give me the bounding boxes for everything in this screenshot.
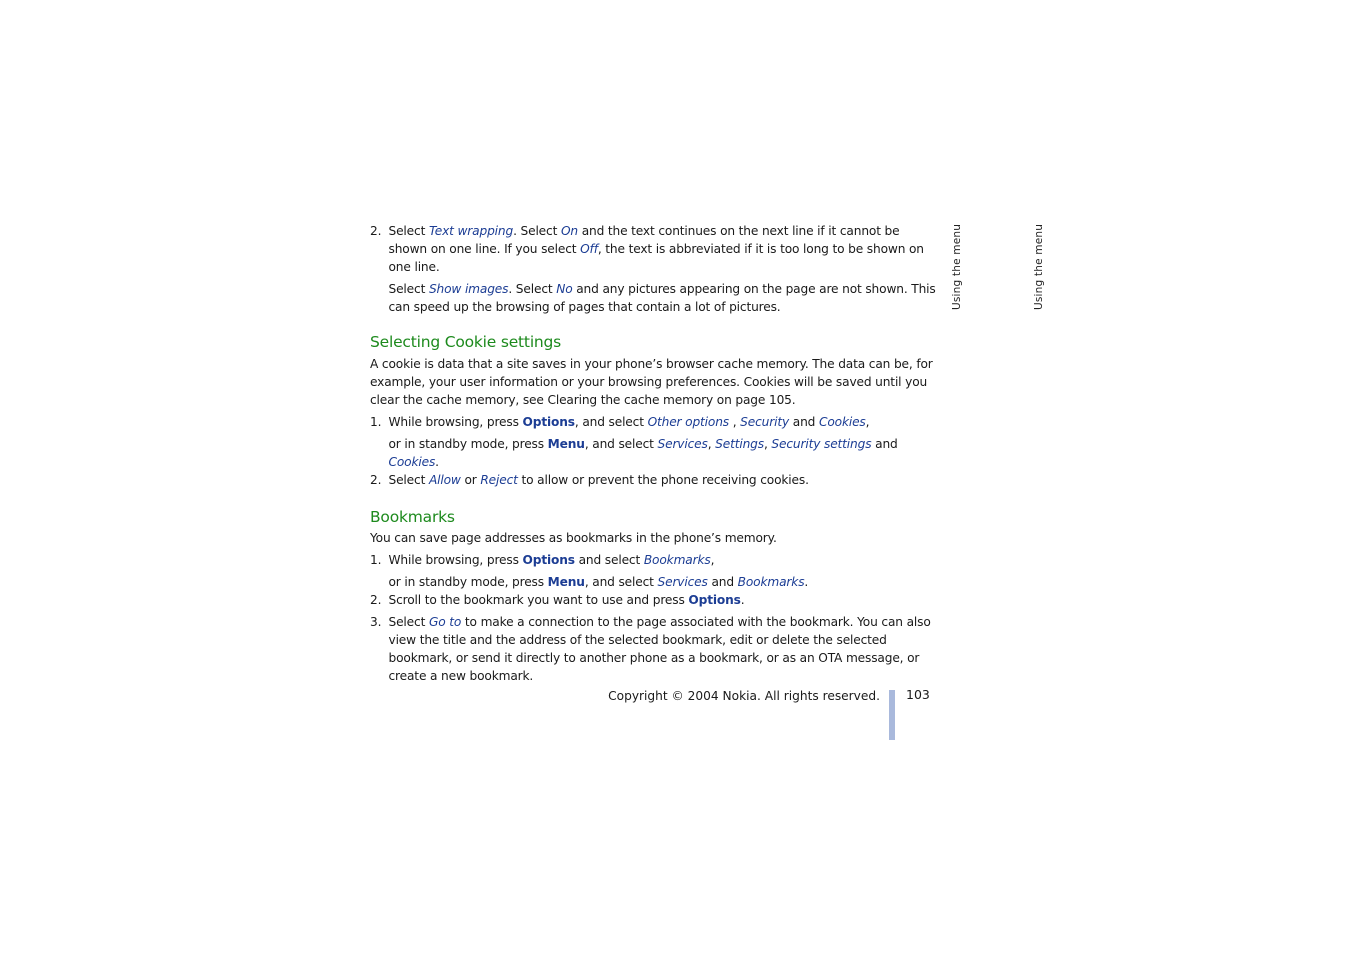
item-text: Select Allow or Reject to allow or prevent the phone receiving cookies. bbox=[388, 473, 809, 487]
option-text-wrapping: Text wrapping bbox=[428, 224, 514, 238]
option-cookies: Cookies bbox=[388, 455, 436, 469]
page-content bbox=[370, 222, 938, 689]
item-number: 3. bbox=[370, 615, 382, 629]
item-number: 1. bbox=[370, 553, 382, 567]
list-item-bookmarks-3 bbox=[370, 613, 938, 685]
list-item-cookie-2 bbox=[370, 471, 938, 489]
side-label-using-the-menu: Using the menu bbox=[951, 223, 963, 310]
option-reject: Reject bbox=[480, 473, 518, 487]
item-number: 2. bbox=[370, 593, 382, 607]
item-number: 2. bbox=[370, 473, 382, 487]
key-menu: Menu bbox=[547, 575, 585, 589]
list-item-text-wrapping bbox=[370, 222, 938, 276]
option-security: Security bbox=[740, 415, 790, 429]
option-cookies: Cookies bbox=[818, 415, 866, 429]
option-bookmarks: Bookmarks bbox=[643, 553, 711, 567]
option-security-settings: Security settings bbox=[771, 437, 872, 451]
side-label-using-the-menu: Using the menu bbox=[1033, 223, 1045, 310]
page-marker-bar bbox=[889, 690, 895, 740]
item-text: While browsing, press Options, and select Other options , Security and Cookies, bbox=[388, 415, 870, 429]
cookie-intro: A cookie is data that a site saves in your phone’s browser cache memory. The data can be, for example, your user information or your browsing preferences. Cookies will be saved until you clear the cache memory, see Clearing the cache memory on page 105. bbox=[370, 357, 933, 407]
list-item-bookmarks-1 bbox=[370, 551, 938, 569]
item-continuation-standby: or in standby mode, press Menu, and select Services, Settings, Security settings and Cookies. bbox=[388, 437, 898, 469]
item-number: 2. bbox=[370, 224, 382, 238]
item-continuation-show-images: Select Show images. Select No and any pictures appearing on the page are not shown. This can speed up the browsing of pages that contain a lot of pictures. bbox=[388, 282, 936, 314]
list-item-cookie-1 bbox=[370, 413, 938, 431]
section-heading-cookie-settings: Selecting Cookie settings bbox=[370, 333, 562, 351]
bookmarks-intro: You can save page addresses as bookmarks in the phone’s memory. bbox=[370, 531, 777, 545]
key-options: Options bbox=[522, 553, 575, 567]
copyright-notice: Copyright © 2004 Nokia. All rights reserved. bbox=[608, 689, 880, 703]
option-no: No bbox=[556, 282, 573, 296]
option-services: Services bbox=[657, 437, 708, 451]
page-number: 103 bbox=[906, 687, 930, 702]
item-text: Select Go to to make a connection to the page associated with the bookmark. You can also view the title and the address of the selected bookmark, edit or delete the selected bookmark, or send it directly to another phone as a bookmark, or as an OTA message, or create a new bookmark. bbox=[388, 615, 931, 683]
option-services: Services bbox=[657, 575, 708, 589]
option-allow: Allow bbox=[428, 473, 461, 487]
option-off: Off bbox=[580, 242, 598, 256]
item-number: 1. bbox=[370, 415, 382, 429]
key-menu: Menu bbox=[547, 437, 585, 451]
key-options: Options bbox=[688, 593, 741, 607]
option-bookmarks: Bookmarks bbox=[737, 575, 805, 589]
item-text: Scroll to the bookmark you want to use and press Options. bbox=[388, 593, 745, 607]
item-continuation-standby: or in standby mode, press Menu, and select Services and Bookmarks. bbox=[388, 575, 809, 589]
option-other-options: Other options bbox=[647, 415, 729, 429]
option-on: On bbox=[560, 224, 578, 238]
option-go-to: Go to bbox=[428, 615, 462, 629]
item-text: While browsing, press Options and select Bookmarks, bbox=[388, 553, 715, 567]
list-item-bookmarks-2 bbox=[370, 591, 938, 609]
item-text: Select Text wrapping. Select On and the text continues on the next line if it cannot be shown on one line. If you select Off, the text is abbreviated if it is too long to be shown on one line. bbox=[388, 224, 924, 274]
option-show-images: Show images bbox=[428, 282, 509, 296]
section-heading-bookmarks: Bookmarks bbox=[370, 508, 455, 526]
option-settings: Settings bbox=[715, 437, 764, 451]
key-options: Options bbox=[522, 415, 575, 429]
